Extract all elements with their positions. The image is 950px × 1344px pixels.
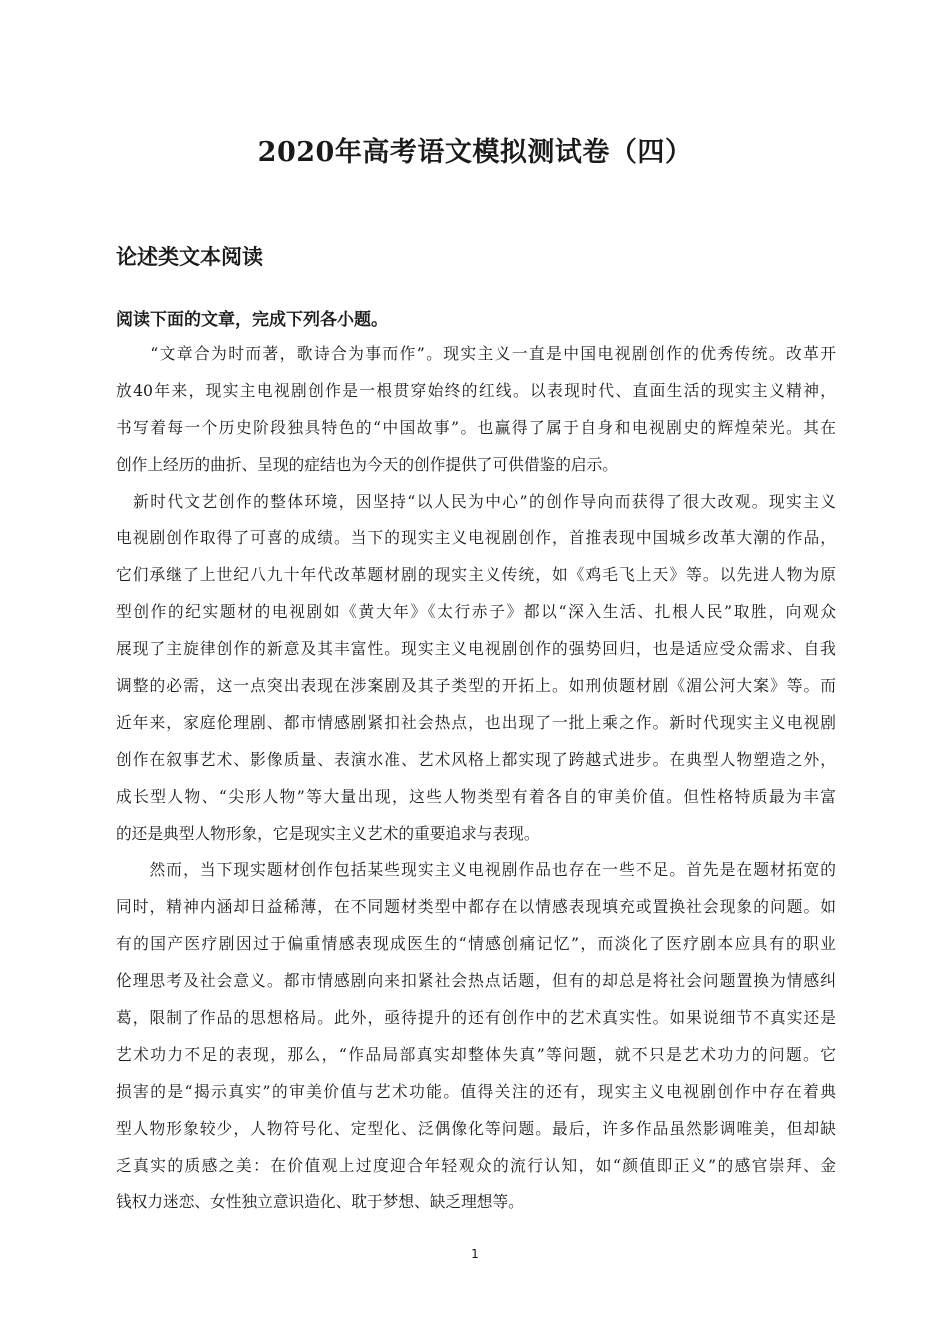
text-line: 调整的必需，这一点突出表现在涉案剧及其子类型的开拓上。如刑侦题材剧《湄公河大案》等。而 xyxy=(116,676,836,696)
text-line: 放40年来，现实主电视剧创作是一根贯穿始终的红线。以表现时代、直面生活的现实主义精神， xyxy=(116,380,836,400)
text-line: 展现了主旋律创作的新意及其丰富性。现实主义电视剧创作的强势回归，也是适应受众需求、自我 xyxy=(116,639,836,659)
page-number: 1 xyxy=(471,1247,479,1261)
text-line: 近年来，家庭伦理剧、都市情感剧紧扣社会热点，也出现了一批上乘之作。新时代现实主义电视剧 xyxy=(116,712,836,732)
text-line: 书写着每一个历史阶段独具特色的“中国故事”。也赢得了属于自身和电视剧史的辉煌荣光。其在 xyxy=(116,417,836,437)
text-line: 型创作的纪实题材的电视剧如《黄大年》《太行赤子》都以“深入生活、扎根人民”取胜，向观众 xyxy=(116,602,836,622)
text-line: 损害的是“揭示真实”的审美价值与艺术功能。值得关注的还有，现实主义电视剧创作中存在着典 xyxy=(116,1081,836,1101)
text-line: 成长型人物、“尖形人物”等大量出现，这些人物类型有着各自的审美价值。但性格特质最为丰富 xyxy=(116,786,836,806)
text-line: 新时代文艺创作的整体环境，因坚持“以人民为中心”的创作导向而获得了很大改观。现实主义 xyxy=(116,491,836,511)
text-line: 它们承继了上世纪八九十年代改革题材剧的现实主义传统，如《鸡毛飞上天》等。以先进人物为原 xyxy=(116,565,836,585)
text-line: 同时，精神内涵却日益稀薄，在不同题材类型中都存在以情感表现填充或置换社会现象的问题。如 xyxy=(116,897,836,917)
reading-instruction: 阅读下面的文章，完成下列各小题。 xyxy=(116,310,388,330)
text-line: 钱权力迷恋、女性独立意识造化、耽于梦想、缺乏理想等。 xyxy=(116,1192,524,1212)
text-line: 艺术功力不足的表现，那么，“作品局部真实却整体失真”等问题，就不只是艺术功力的问题。它 xyxy=(116,1044,836,1064)
text-line: “文章合为时而著，歌诗合为事而作”。现实主义一直是中国电视剧创作的优秀传统。改革开 xyxy=(116,344,836,363)
article-body xyxy=(116,336,836,1221)
text-line: 有的国产医疗剧因过于偏重情感表现成医生的“情感创痛记忆”，而淡化了医疗剧本应具有的职业 xyxy=(116,934,836,954)
text-line: 的还是典型人物形象，它是现实主义艺术的重要追求与表现。 xyxy=(116,823,540,843)
section-heading: 论述类文本阅读 xyxy=(116,244,263,269)
text-line: 伦理思考及社会意义。都市情感剧向来扣紧社会热点话题，但有的却总是将社会问题置换为情感纠 xyxy=(116,971,836,991)
text-line: 创作上经历的曲折、呈现的症结也为今天的创作提供了可供借鉴的启示。 xyxy=(116,454,618,474)
text-line: 葛，限制了作品的思想格局。此外，亟待提升的还有创作中的艺术真实性。如果说细节不真实还是 xyxy=(116,1008,836,1028)
text-line: 乏真实的质感之美：在价值观上过度迎合年轻观众的流行认知，如“颜值即正义”的感官崇拜、金 xyxy=(116,1155,836,1175)
text-line: 然而，当下现实题材创作包括某些现实主义电视剧作品也存在一些不足。首先是在题材拓宽的 xyxy=(116,860,836,880)
text-line: 创作在叙事艺术、影像质量、表演水准、艺术风格上都实现了跨越式进步。在典型人物塑造之外， xyxy=(116,749,836,769)
text-line: 电视剧创作取得了可喜的成绩。当下的现实主义电视剧创作，首推表现中国城乡改革大潮的作品， xyxy=(116,528,836,548)
document-title: 2020年高考语文模拟测试卷（四） xyxy=(257,137,693,168)
text-line: 型人物形象较少，人物符号化、定型化、泛偶像化等问题。最后，许多作品虽然影调唯美，但却缺 xyxy=(116,1118,836,1138)
